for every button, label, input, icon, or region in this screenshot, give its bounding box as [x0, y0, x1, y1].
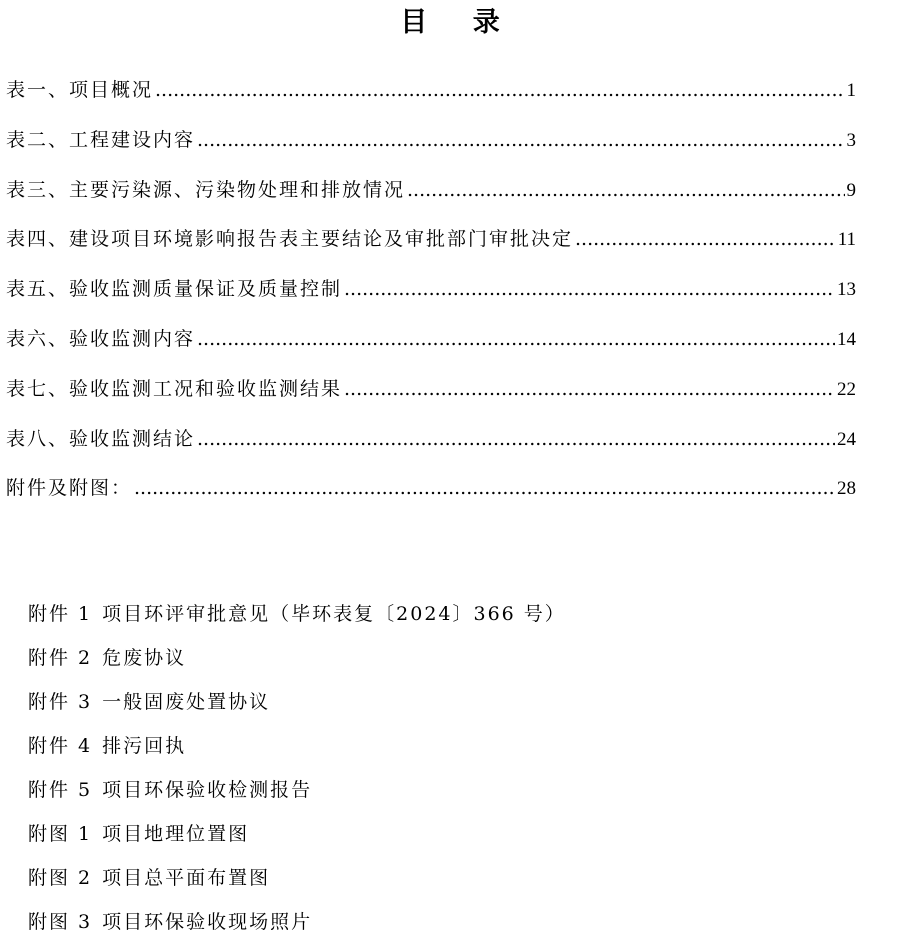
- toc-leader-dots: [134, 474, 835, 502]
- toc-leader-dots: [197, 126, 844, 154]
- attachment-item: [28, 644, 848, 688]
- attachment-text: 项目环保验收现场照片: [102, 911, 313, 933]
- attachment-tag: 附图 3: [28, 911, 93, 933]
- attachment-item: [28, 820, 848, 864]
- toc-entry-page: 24: [837, 428, 856, 450]
- toc-leader-dots: [197, 325, 835, 353]
- toc-entry-label: 表一、项目概况: [6, 79, 154, 101]
- toc-entry-page: 28: [837, 478, 856, 500]
- toc-entry-label: 表八、验收监测结论: [6, 427, 196, 450]
- toc-entry-label: 表七、验收监测工况和验收监测结果: [6, 377, 343, 400]
- attachment-item: [28, 688, 848, 732]
- attachment-tag: 附图 2: [28, 867, 93, 889]
- attachment-tag: 附件 2: [28, 647, 93, 669]
- attachment-item: [28, 732, 848, 776]
- page-title: 目 录: [400, 7, 518, 38]
- toc-entry[interactable]: [6, 474, 856, 524]
- attachment-text: 项目环保验收检测报告: [102, 779, 313, 801]
- table-of-contents: [6, 76, 856, 524]
- toc-entry[interactable]: [6, 126, 856, 176]
- toc-entry-label: 表二、工程建设内容: [6, 128, 196, 151]
- toc-entry[interactable]: [6, 176, 856, 226]
- attachment-tag: 附件 3: [28, 691, 93, 713]
- attachment-text: 项目地理位置图: [102, 823, 250, 845]
- toc-leader-dots: [575, 225, 836, 253]
- toc-entry[interactable]: [6, 425, 856, 475]
- attachment-tag: 附件 1: [28, 603, 93, 625]
- attachment-text: 项目总平面布置图: [102, 867, 271, 889]
- toc-leader-dots: [344, 375, 835, 403]
- toc-entry-label: 表五、验收监测质量保证及质量控制: [6, 278, 343, 301]
- toc-entry[interactable]: [6, 225, 856, 275]
- attachment-item: [28, 600, 848, 644]
- toc-entry[interactable]: [6, 275, 856, 325]
- toc-entry-page: 13: [837, 279, 856, 301]
- toc-entry[interactable]: [6, 325, 856, 375]
- attachment-text: 排污回执: [102, 735, 187, 757]
- attachment-item: [28, 908, 848, 952]
- toc-entry-page: 3: [846, 129, 856, 151]
- toc-entry-page: 11: [837, 229, 856, 251]
- attachment-item: [28, 864, 848, 908]
- toc-entry-label: 表三、主要污染源、污染物处理和排放情况: [6, 178, 406, 201]
- toc-entry[interactable]: [6, 76, 856, 126]
- toc-leader-dots: [344, 275, 835, 303]
- attachment-tag: 附件 4: [28, 735, 93, 757]
- toc-entry-page: 14: [837, 328, 856, 350]
- toc-leader-dots: [407, 176, 844, 204]
- toc-entry-label: 表四、建设项目环境影响报告表主要结论及审批部门审批决定: [6, 228, 574, 251]
- attachments-list: [28, 600, 848, 952]
- toc-entry[interactable]: [6, 375, 856, 425]
- attachment-tag: 附图 1: [28, 823, 93, 845]
- toc-entry-page: 22: [837, 378, 856, 400]
- toc-leader-dots: [155, 76, 844, 104]
- toc-entry-page: 9: [846, 179, 856, 201]
- attachment-text: 项目环评审批意见（毕环表复〔2024〕366 号）: [102, 603, 566, 625]
- toc-entry-label: 附件及附图：: [6, 477, 133, 500]
- attachment-tag: 附件 5: [28, 779, 93, 801]
- toc-leader-dots: [197, 425, 835, 453]
- attachment-item: [28, 776, 848, 820]
- attachment-text: 一般固废处置协议: [102, 691, 271, 713]
- attachment-text: 危废协议: [102, 647, 187, 669]
- toc-entry-label: 表六、验收监测内容: [6, 327, 196, 350]
- toc-entry-page: 1: [846, 80, 856, 101]
